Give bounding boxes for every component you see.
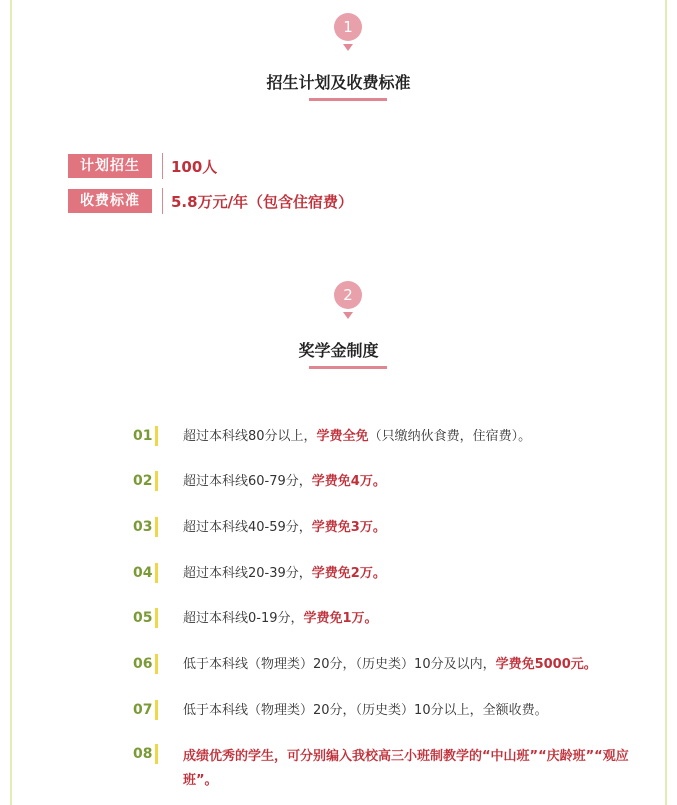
item-text-plain: 超过本科线0-19分， <box>183 611 304 626</box>
frame-right-border <box>665 0 667 805</box>
item-number: 05 <box>133 610 153 626</box>
item-text-highlight: 成绩优秀的学生，可分别编入我校高三小班制教学的“中山班”“庆龄班”“观应班”。 <box>183 749 629 788</box>
section-1-arrow-icon <box>343 44 353 51</box>
item-number: 02 <box>133 473 153 489</box>
item-marker-bar <box>155 744 158 764</box>
item-text-plain: 超过本科线40-59分， <box>183 520 312 535</box>
tuition-fee-separator <box>162 188 163 214</box>
item-text-highlight: 学费免4万。 <box>311 474 386 489</box>
item-marker-bar <box>155 608 158 628</box>
item-number: 04 <box>133 565 153 581</box>
item-text-plain: 超过本科线20-39分， <box>183 566 312 581</box>
item-text <box>183 472 633 491</box>
item-text <box>183 655 633 674</box>
item-text <box>183 609 633 628</box>
item-text-highlight: 学费免2万。 <box>311 566 386 581</box>
tuition-fee-row <box>68 189 353 213</box>
enrollment-plan-label: 计划招生 <box>68 154 152 178</box>
item-text <box>183 564 633 583</box>
item-marker-bar <box>155 654 158 674</box>
item-text-suffix: （只缴纳伙食费，住宿费）。 <box>368 429 532 444</box>
item-number: 07 <box>133 702 153 718</box>
item-number: 03 <box>133 519 153 535</box>
item-number: 08 <box>133 746 153 762</box>
section-2-arrow-icon <box>343 312 353 319</box>
item-marker-bar <box>155 563 158 583</box>
section-1-number-badge: 1 <box>334 13 362 41</box>
item-text-highlight: 学费免3万。 <box>311 520 386 535</box>
item-number: 06 <box>133 656 153 672</box>
item-text-highlight: 学费免5000元。 <box>495 657 597 672</box>
item-text <box>183 518 633 537</box>
item-marker-bar <box>155 426 158 446</box>
item-marker-bar <box>155 471 158 491</box>
item-text-highlight: 学费免1万。 <box>303 611 378 626</box>
item-text <box>183 427 633 446</box>
item-number: 01 <box>133 428 153 444</box>
item-marker-bar <box>155 700 158 720</box>
tuition-fee-value: 5.8万元/年（包含住宿费） <box>171 192 354 211</box>
item-text <box>183 701 633 720</box>
enrollment-plan-row <box>68 154 217 178</box>
section-2-title: 奖学金制度 <box>298 341 379 360</box>
frame-left-border <box>10 0 12 805</box>
item-text-plain: 低于本科线（物理类）20分，（历史类）10分及以内， <box>183 657 496 672</box>
enrollment-plan-separator <box>162 153 163 179</box>
enrollment-plan-value: 100人 <box>171 157 218 176</box>
item-marker-bar <box>155 517 158 537</box>
section-2-number-badge: 2 <box>334 281 362 309</box>
section-2-underline <box>309 366 387 369</box>
section-1-underline <box>309 98 387 101</box>
item-text-plain: 超过本科线80分以上， <box>183 429 317 444</box>
item-text-plain: 超过本科线60-79分， <box>183 474 312 489</box>
section-1-title: 招生计划及收费标准 <box>266 73 411 92</box>
item-text-highlight: 学费全免 <box>316 429 369 444</box>
item-text-plain: 低于本科线（物理类）20分，（历史类）10分以上，全额收费。 <box>183 703 548 718</box>
tuition-fee-label: 收费标准 <box>68 189 152 213</box>
